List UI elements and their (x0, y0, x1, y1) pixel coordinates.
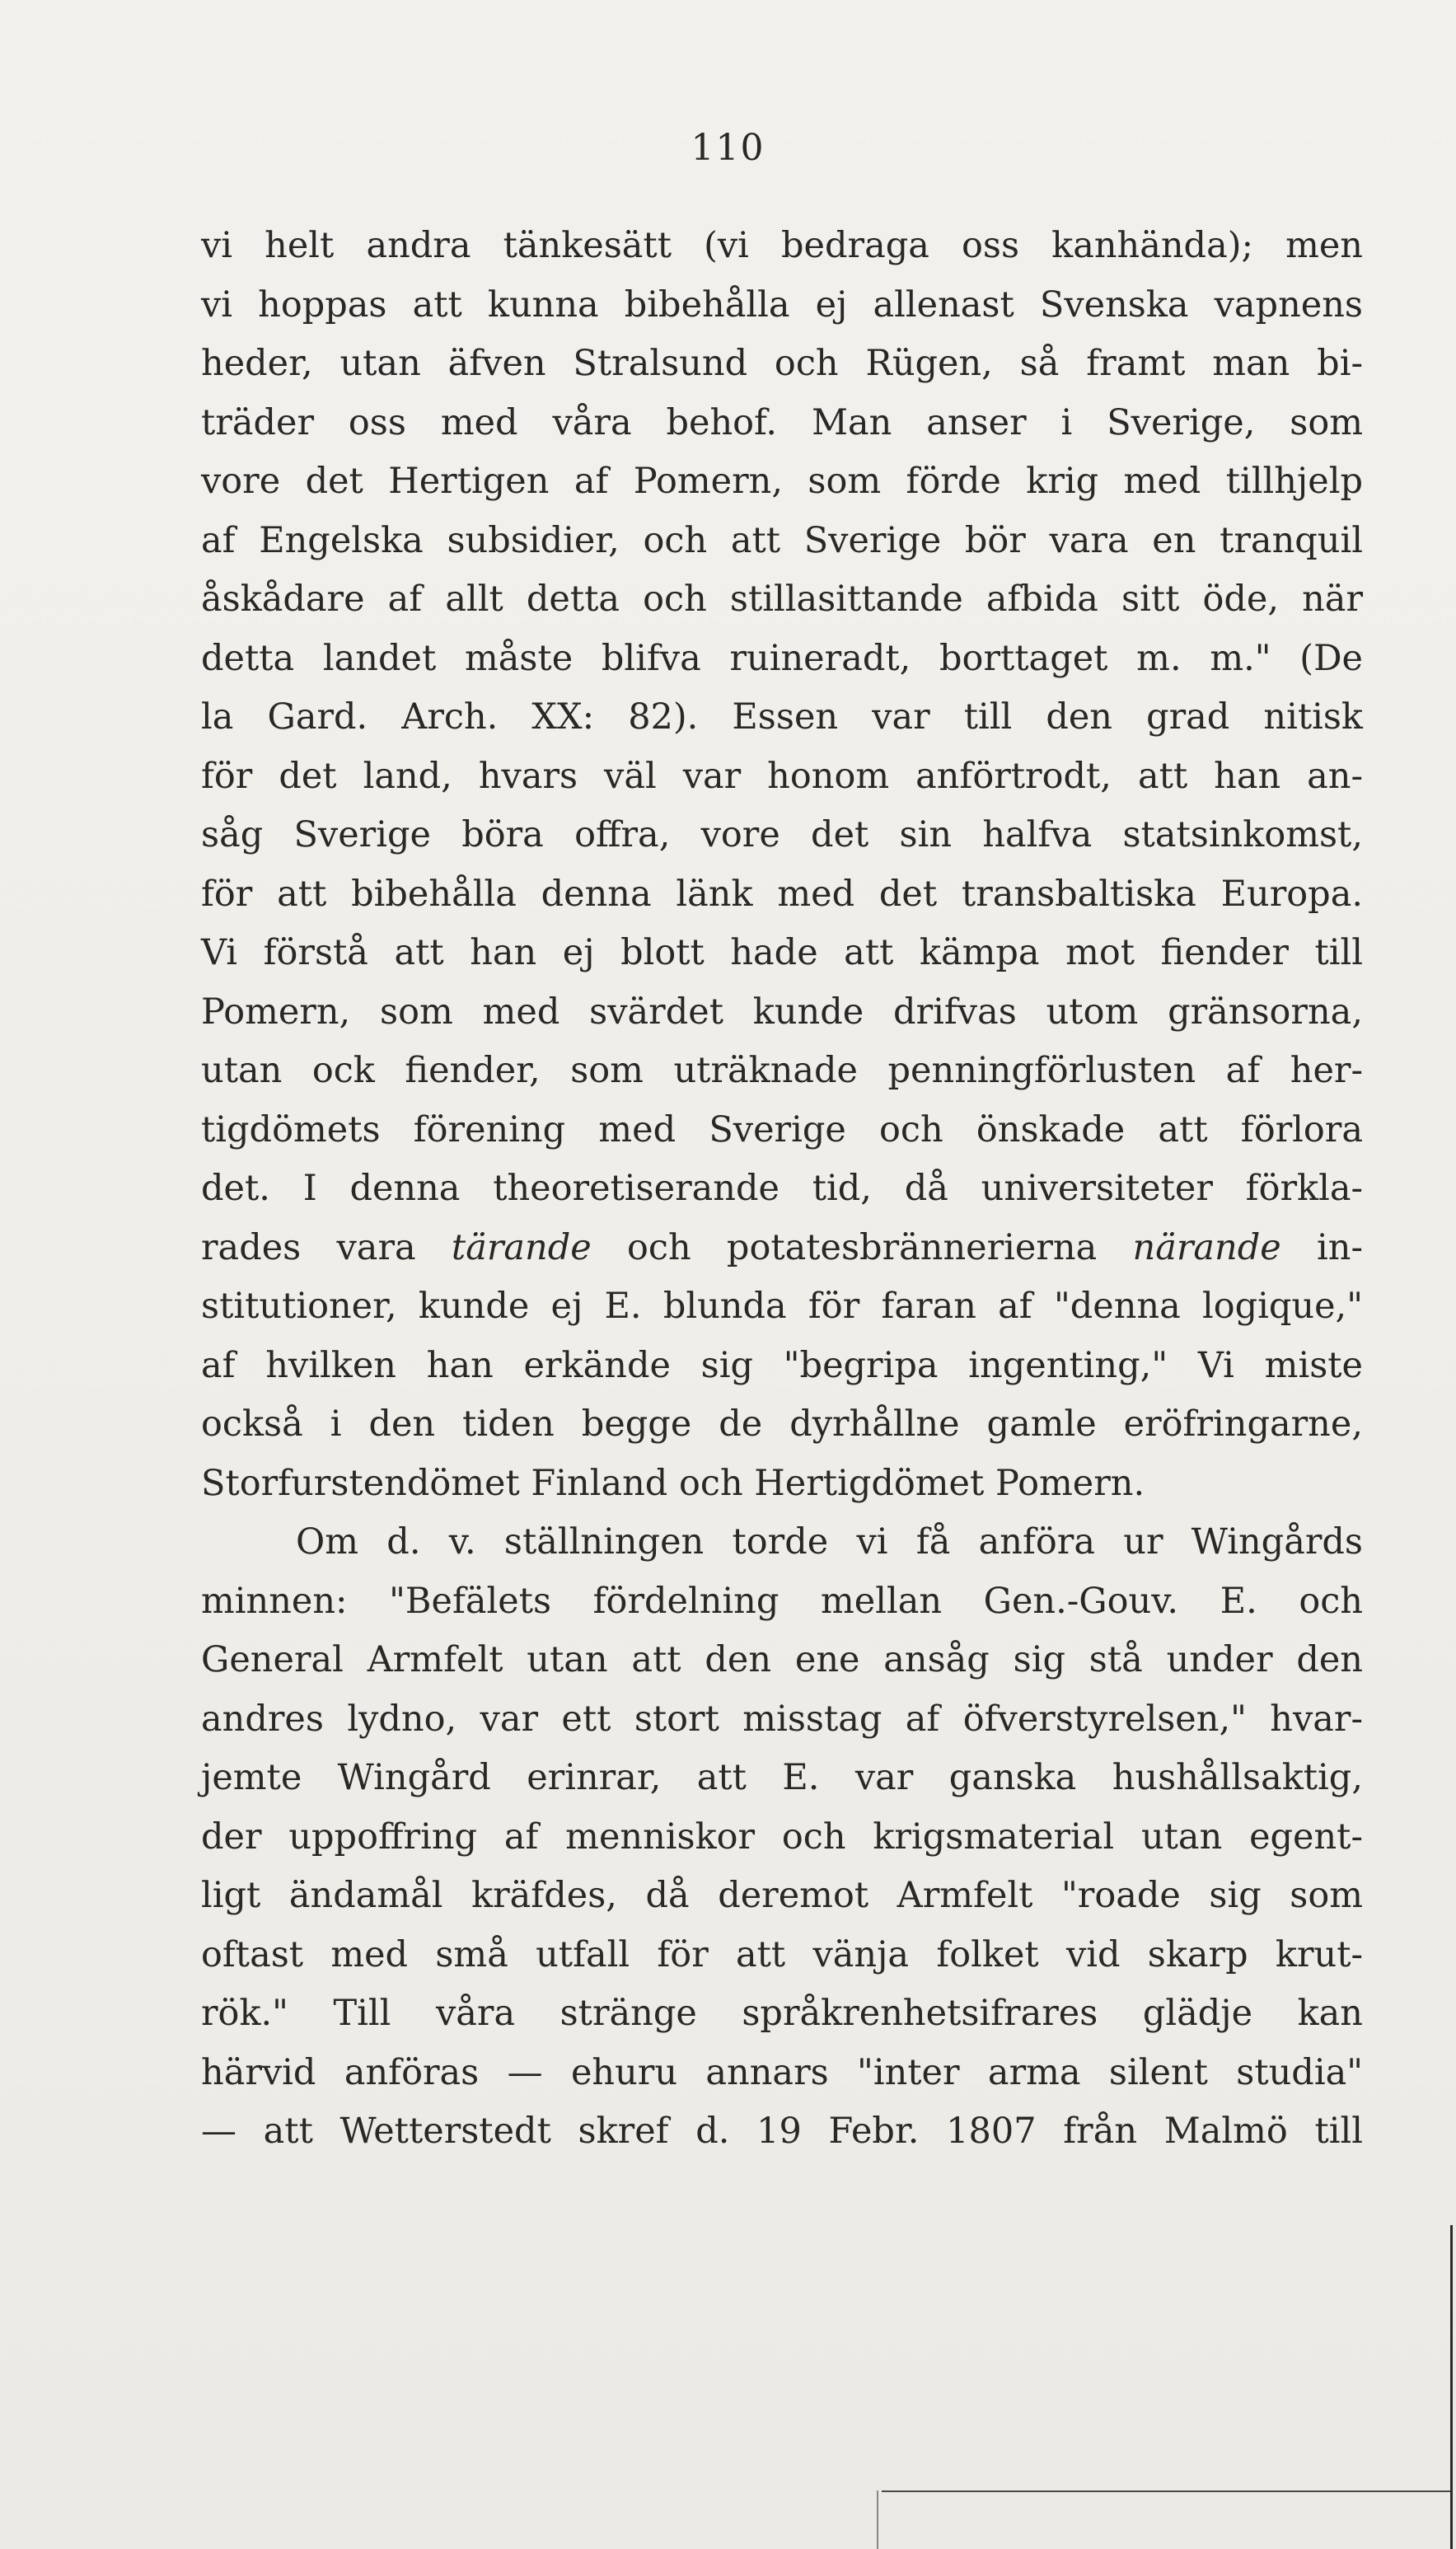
text-line: la Gard. Arch. XX: 82). Essen var till den grad nitisk (201, 696, 1363, 738)
text-segment: rades vara (201, 1226, 452, 1268)
text-line: tigdömets förening med Sverige och önskade att förlora (201, 1108, 1363, 1150)
text-line: vi hoppas att kunna bibehålla ej allenast Svenska vapnens (201, 283, 1363, 326)
text-line: af hvilken han erkände sig "begripa ingenting," Vi miste (201, 1344, 1363, 1386)
text-line: jemte Wingård erinrar, att E. var ganska hushållsaktig, (201, 1757, 1363, 1798)
text-line-with-italics (201, 1219, 1363, 1278)
text-line: åskådare af allt detta och stillasittande afbida sitt öde, när (201, 579, 1363, 620)
text-line: ligt ändamål kräfdes, då deremot Armfelt "roade sig som (201, 1875, 1363, 1916)
text-line: stitutioner, kunde ej E. blunda för faran af "denna logique," (201, 1286, 1363, 1327)
text-line: träder oss med våra behof. Man anser i Sverige, som (201, 401, 1363, 443)
text-line: Pomern, som med svärdet kunde drifvas utom gränsorna, (201, 991, 1363, 1033)
text-line: rök." Till våra stränge språkrenhetsifrares glädje kan (201, 1993, 1363, 2034)
scan-edge-vertical (1450, 2225, 1453, 2549)
text-line: för att bibehålla denna länk med det transbaltiska Europa. (201, 873, 1363, 915)
scan-edge-tick (877, 2490, 878, 2549)
text-line: andres lydno, var ett stort misstag af öfverstyrelsen," hvar- (201, 1698, 1363, 1740)
text-segment: och potatesbrännerierna (591, 1226, 1133, 1268)
text-line: der uppoffring af menniskor och krigsmaterial utan egent- (201, 1816, 1363, 1858)
paragraph-end-line: Storfurstendömet Finland och Hertigdömet Pomern. (201, 1462, 1145, 1504)
text-line: General Armfelt utan att den ene ansåg sig stå under den (201, 1639, 1363, 1680)
text-line: vi helt andra tänkesätt (vi bedraga oss kanhända); men (201, 225, 1363, 266)
scan-edge-horizontal (882, 2490, 1450, 2492)
text-line: — att Wetterstedt skref d. 19 Febr. 1807 från Malmö till (201, 2111, 1363, 2152)
text-line: oftast med små utfall för att vänja folket vid skarp krut- (201, 1933, 1363, 1975)
paragraph-start-line: Om d. v. ställningen torde vi få anföra ur Wingårds (296, 1521, 1363, 1563)
text-line: för det land, hvars väl var honom anförtrodt, att han an- (201, 755, 1363, 797)
text-line: Vi förstå att han ej blott hade att kämpa mot fiender till (201, 932, 1363, 973)
text-line: af Engelska subsidier, och att Sverige bör vara en tranquil (201, 519, 1363, 561)
text-line: vore det Hertigen af Pomern, som förde krig med tillhjelp (201, 461, 1363, 502)
text-line: härvid anföras — ehuru annars "inter arma silent studia" (201, 2051, 1363, 2093)
page-number: 110 (691, 127, 765, 169)
italic-word-narande: närande (1132, 1226, 1281, 1268)
text-line: detta landet måste blifva ruineradt, borttaget m. m." (De (201, 637, 1363, 679)
body-text (201, 217, 1363, 2162)
text-segment: in- (1280, 1226, 1363, 1268)
text-line: minnen: "Befälets fördelning mellan Gen.-Gouv. E. och (201, 1580, 1363, 1622)
text-line: det. I denna theoretiserande tid, då universiteter förkla- (201, 1168, 1363, 1209)
text-line: också i den tiden begge de dyrhållne gamle eröfringarne, (201, 1403, 1363, 1445)
text-line: heder, utan äfven Stralsund och Rügen, så framt man bi- (201, 343, 1363, 384)
italic-word-tarande: tärande (451, 1226, 592, 1268)
text-line: såg Sverige böra offra, vore det sin halfva statsinkomst, (201, 814, 1363, 855)
text-line: utan ock fiender, som uträknade penningförlusten af her- (201, 1050, 1363, 1091)
